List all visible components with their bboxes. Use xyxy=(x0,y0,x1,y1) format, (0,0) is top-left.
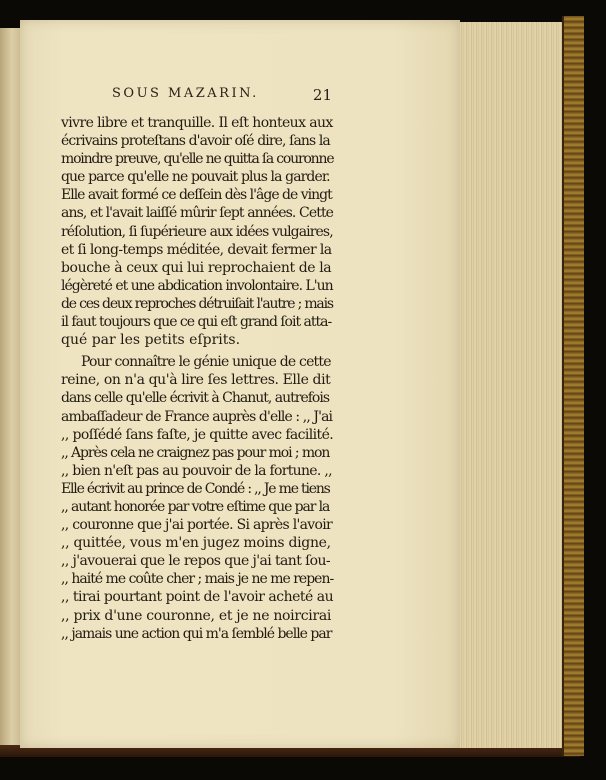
page-number: 21 xyxy=(312,86,332,104)
text-line: ,, haité me coûte cher ; mais je ne me repen- xyxy=(61,571,334,588)
text-line: que parce qu'elle ne pouvait plus la garder. xyxy=(61,169,330,186)
text-line: dans celle qu'elle écrivit à Chanut, autrefois xyxy=(61,390,330,407)
text-line: réſolution, ſi ſupérieure aux idées vulgaires, xyxy=(61,223,333,240)
text-line: qué par les petits eſprits. xyxy=(61,332,241,349)
page-fore-edge xyxy=(456,22,565,748)
page-header xyxy=(112,86,332,106)
text-line: et ſi long-temps méditée, devait fermer la xyxy=(61,241,332,258)
text-line: ,, quittée, vous m'en jugez moins digne, xyxy=(61,535,331,552)
text-line: moindre preuve, qu'elle ne quitta ſa couronne xyxy=(61,151,334,168)
text-line: ,, Après cela ne craignez pas pour moi ; mon xyxy=(61,444,330,461)
running-head: SOUS MAZARIN. xyxy=(112,86,259,101)
text-line: ,, jamais une action qui m'a ſemblé belle par xyxy=(61,625,332,642)
text-line: Pour connaître le génie unique de cette xyxy=(81,354,331,371)
text-line: légèreté et une abdication involontaire. L'un xyxy=(61,277,333,294)
book-cover-spine xyxy=(562,16,584,756)
text-line: ,, poſſédé ſans faſte, je quitte avec facilité. xyxy=(61,426,334,443)
text-line: ,, tirai pourtant point de l'avoir acheté au xyxy=(61,589,334,606)
paragraph-1 xyxy=(61,114,333,349)
left-page-edge xyxy=(0,28,21,750)
text-line: ,, couronne que j'ai portée. Si après l'avoir xyxy=(61,517,333,534)
text-line: ans, et l'avait laiſſé mûrir ſept années. Cette xyxy=(61,205,334,222)
text-line: ,, j'avouerai que le repos que j'ai tant ſou- xyxy=(61,553,331,570)
text-line: ,, prix d'une couronne, et je ne noircirai xyxy=(61,607,332,624)
body-text xyxy=(61,114,333,643)
text-line: ambaſſadeur de France auprès d'elle : ,, J'ai xyxy=(61,408,333,425)
text-line: écrivains proteſtans d'avoir oſé dire, ſans la xyxy=(61,133,330,150)
text-line: Elle avait formé ce deſſein dès l'âge de vingt xyxy=(61,187,332,204)
text-line: ,, bien n'eſt pas au pouvoir de la fortune. ,, xyxy=(61,462,332,479)
text-line: il faut toujours que ce qui eſt grand ſoit atta- xyxy=(61,314,332,331)
text-line: de ces deux reproches détruiſait l'autre ; mais xyxy=(61,295,333,312)
text-line: ,, autant honorée par votre eſtime que par la xyxy=(61,498,330,515)
paragraph-2 xyxy=(61,353,333,643)
text-line: reine, on n'a qu'à lire ſes lettres. Elle dit xyxy=(61,372,331,389)
text-line: bouche à ceux qui lui reprochaient de la xyxy=(61,259,332,276)
text-line: vivre libre et tranquille. Il eſt honteux aux xyxy=(61,115,333,131)
text-line: Elle écrivit au prince de Condé : ,, Je me tiens xyxy=(61,480,330,497)
